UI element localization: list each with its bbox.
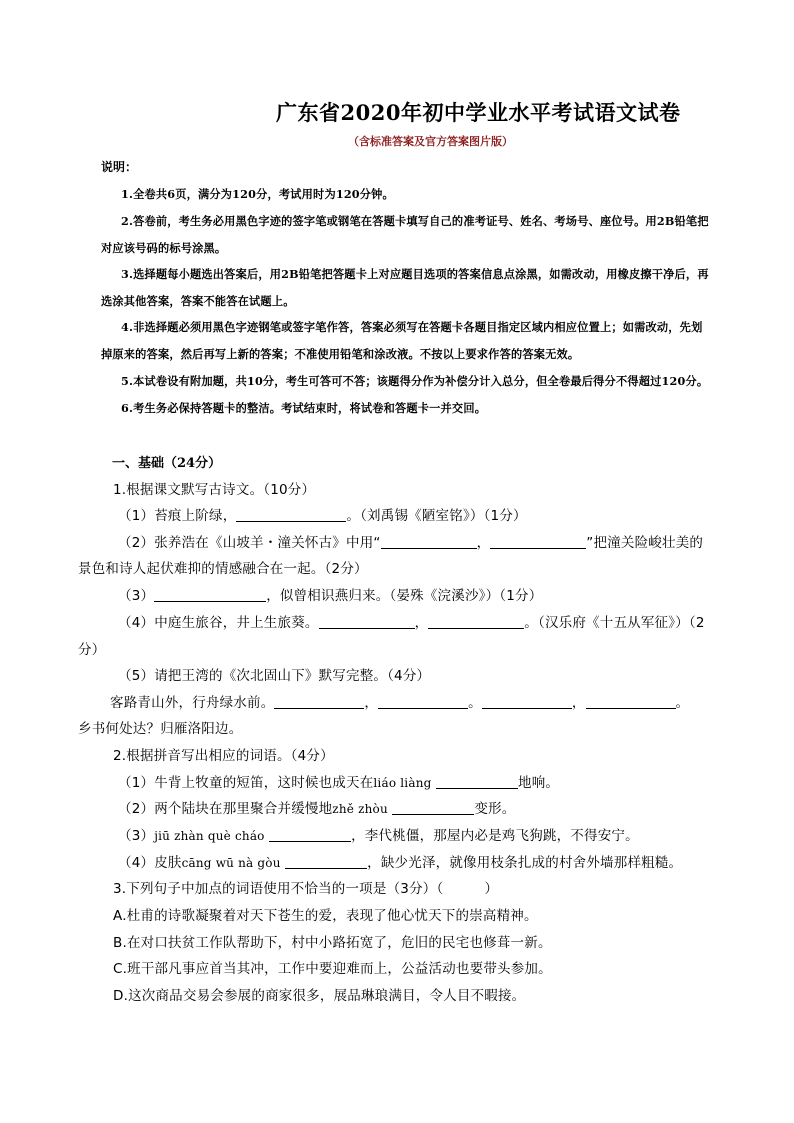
question-2-2 [118,797,515,817]
question-2-4 [118,851,682,871]
poem-sep-b: ， [364,695,379,711]
question-1-5-poem [110,691,689,711]
instruction-2b: 对应该号码的标号涂黑。 [101,241,227,255]
question-1-1 [118,504,527,524]
question-1-4 [118,611,705,631]
question-1: 1.根据课文默写古诗文。（10分） [113,482,316,498]
answer-blank [436,774,518,789]
instruction-6: 6.考生务必保持答题卡的整洁。考试结束时，将试卷和答题卡一并交回。 [121,401,487,415]
instruction-5: 5.本试卷设有附加题，共10分，考生可答可不答；该题得分作为补偿分计入总分，但全卷最后得分不得超过120分。 [121,374,709,388]
q1-4-text-a: （4）中庭生旅谷，井上生旅葵。 [118,615,319,631]
instruction-3b: 选涂其他答案，答案不能答在试题上。 [101,294,295,308]
question-2-3 [118,824,639,844]
q1-1-text-a: （1）苔痕上阶绿， [118,508,237,524]
instruction-3a: 3.选择题每小题选出答案后，用2B铅笔把答题卡上对应题目选项的答案信息点涂黑，如需改动，用橡皮擦干净后，再 [121,267,709,281]
q2-4-text-a: （4）皮肤 [118,855,182,871]
q2-2-pinyin: zhě zhòu [332,802,388,816]
instruction-2a: 2.答卷前，考生务必用黑色字迹的签字笔或钢笔在答题卡填写自己的准考证号、姓名、考场号、座位号。用2B铅笔把 [121,214,709,228]
question-1-5-last: 乡书何处达？归雁洛阳边。 [78,721,243,737]
q1-4-text-b: ， [414,615,429,631]
q2-3-text-b: ，李代桃僵，那屋内必是鸡飞狗跳，不得安宁。 [351,828,639,844]
poem-sep-c: 。 [468,695,482,711]
answer-blank [381,534,477,549]
question-1-2 [118,531,703,551]
poem-line-a: 客路青山外，行舟绿水前。 [110,695,275,711]
q2-1-text-a: （1）牛背上牧童的短笛，这时候也成天在 [118,775,374,791]
question-1-4-cont: 分） [78,642,106,658]
answer-blank [392,800,474,815]
answer-blank [285,854,367,869]
answer-blank [482,694,572,709]
answer-blank [154,587,266,602]
q2-4-pinyin: cāng wū nà gòu [181,856,281,870]
instruction-4b: 掉原来的答案，然后再写上新的答案；不准使用铅笔和涂改液。不按以上要求作答的答案无效。 [101,347,580,361]
q2-3-pinyin: jiū zhàn què cháo [154,829,265,843]
q2-1-pinyin: liáo liàng [373,776,432,790]
answer-blank [236,507,346,522]
poem-sep-e: 。 [675,695,690,711]
q2-3-text-a: （3） [118,828,155,844]
q1-4-text-c: 。（汉乐府《十五从军征》）（2 [524,615,705,631]
poem-sep-d: ， [571,695,586,711]
answer-blank [490,534,586,549]
question-3-option-a: A.杜甫的诗歌凝聚着对天下苍生的爱，表现了他心忧天下的崇高精神。 [113,908,538,924]
q1-2-text-b: ， [476,535,491,551]
q1-2-text-c: ”把潼关险峻壮美的 [586,535,704,551]
q1-2-text-a: （2）张养浩在《山坡羊・潼关怀古》中用“ [118,535,381,551]
answer-blank [378,694,468,709]
question-2-1 [118,771,559,791]
answer-blank [269,827,351,842]
q1-3-text-a: （3） [118,588,155,604]
answer-blank [274,694,364,709]
question-2: 2.根据拼音写出相应的词语。（4分） [113,748,334,764]
page-subtitle: （含标准答案及官方答案图片版） [348,135,513,148]
q2-2-text-a: （2）两个陆块在那里聚合并缓慢地 [118,801,333,817]
q2-2-text-b: 变形。 [474,801,516,817]
q1-1-text-b: 。（刘禹锡《陋室铭》）（1分） [346,508,527,524]
q1-3-text-b: ，似曾相识燕归来。（晏殊《浣溪沙》）（1分） [266,588,543,604]
question-1-2-cont: 景色和诗人起伏难抑的情感融合在一起。（2分） [78,561,368,577]
answer-blank [428,614,524,629]
section-heading: 一、基础（24分） [112,456,222,471]
instruction-1: 1.全卷共6页，满分为120分，考试用时为120分钟。 [121,187,394,201]
answer-blank [586,694,676,709]
question-3-option-c: C.班干部凡事应首当其冲，工作中要迎难而上，公益活动也要带头参加。 [113,961,552,977]
q2-1-text-b: 地响。 [518,775,560,791]
instruction-4a: 4.非选择题必须用黑色字迹钢笔或签字笔作答，答案必须写在答题卡各题目指定区域内相应位置上；如需改动，先划 [121,320,703,334]
question-3-option-b: B.在对口扶贫工作队帮助下，村中小路拓宽了，危旧的民宅也修葺一新。 [113,935,552,951]
question-3-option-d: D.这次商品交易会参展的商家很多，展品琳琅满目，令人目不暇接。 [113,988,526,1004]
question-3: 3.下列句子中加点的词语使用不恰当的一项是（3分）（ ） [113,881,499,897]
question-1-3 [118,584,542,604]
page-title: 广东省2020年初中学业水平考试语文试卷 [276,100,681,125]
question-1-5: （5）请把王湾的《次北固山下》默写完整。（4分） [118,668,431,684]
answer-blank [319,614,415,629]
q2-4-text-b: ，缺少光泽，就像用枝条扎成的村舍外墙那样粗糙。 [367,855,683,871]
instructions-label: 说明： [101,160,138,174]
